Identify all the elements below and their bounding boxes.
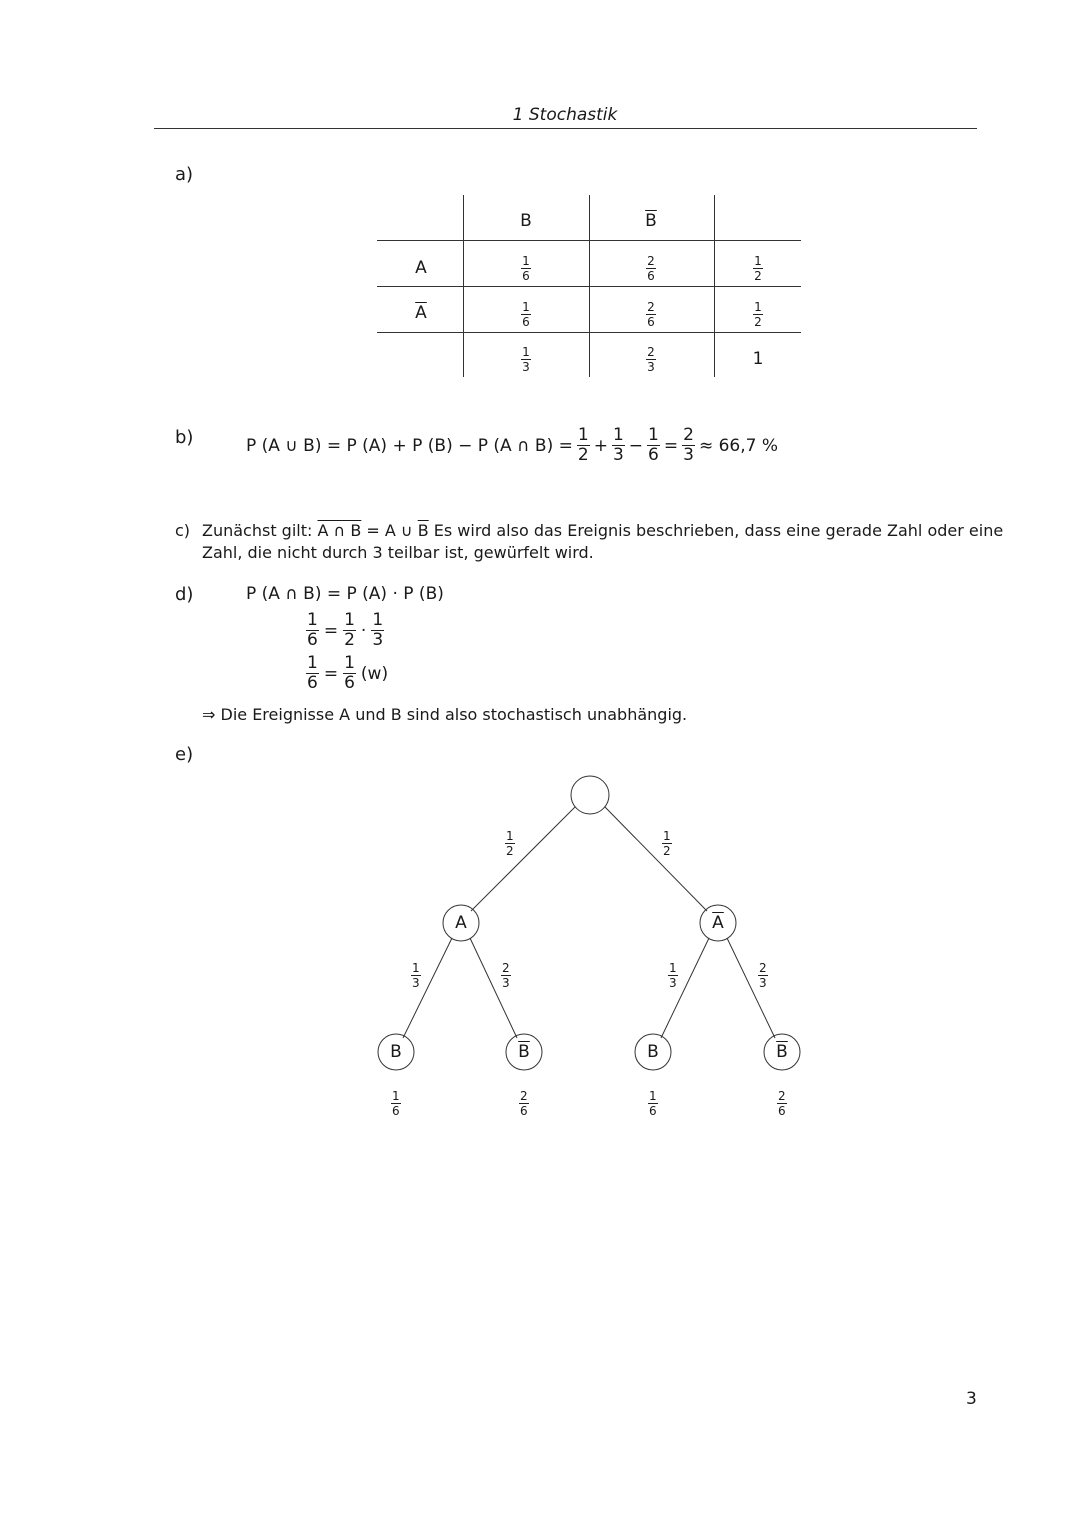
part-c-line2: Zahl, die nicht durch 3 teilbar ist, gewürfelt wird.: [202, 543, 594, 562]
prob-root-a: $\frac{1}{2}$: [506, 829, 514, 858]
label-c: c): [175, 521, 191, 540]
frac-sixth: $\frac{1}{6}$: [648, 425, 659, 465]
branch-root-abar: [605, 807, 707, 911]
independence-formula: P (A ∩ B) = P (A) · P (B): [246, 584, 444, 604]
label-e: e): [175, 744, 194, 765]
cell-total-b: $\frac{1}{3}$: [522, 345, 530, 374]
part-c-text1: Es wird also das Ereignis beschrieben, dass eine gerade Zahl oder eine: [428, 521, 1004, 540]
cell-total-total: 1: [752, 349, 764, 369]
equals-sign: =: [663, 435, 679, 456]
cell-abar-total: $\frac{1}{2}$: [754, 300, 762, 329]
node-abar-bbar-label: $\overline{B}$: [776, 1042, 788, 1062]
node-abar-b-label: B: [647, 1042, 659, 1062]
cell-total-bbar: $\frac{2}{3}$: [647, 345, 655, 374]
result-abar-b: $\frac{1}{6}$: [649, 1089, 657, 1118]
table-row-abar: $\overline{A}$: [415, 303, 427, 323]
cell-a-total: $\frac{1}{2}$: [754, 254, 762, 283]
branch-abar-bbar: [727, 938, 775, 1038]
union-formula-text: P (A ∪ B) = P (A) + P (B) − P (A ∩ B) =: [246, 435, 573, 456]
label-d: d): [175, 584, 194, 605]
complement-bbar: $\overline{B}$: [417, 521, 429, 540]
table-row-a: A: [415, 258, 427, 278]
independence-line1: $\frac{1}{6}$ = $\frac{1}{2}$ · $\frac{1}{3}$: [307, 610, 384, 650]
prob-abar-b: $\frac{1}{3}$: [669, 961, 677, 990]
complement-eq: = A ∪: [361, 521, 418, 540]
root-node: [571, 776, 609, 814]
frac-third: $\frac{1}{3}$: [612, 425, 624, 465]
part-c-lead: Zunächst gilt:: [202, 521, 313, 540]
plus-sign: +: [593, 435, 608, 456]
independence-conclusion: ⇒ Die Ereignisse A und B sind also stochastisch unabhängig.: [202, 705, 688, 724]
approx-result: ≈ 66,7 %: [698, 435, 778, 456]
cell-a-bbar: $\frac{2}{6}$: [647, 254, 655, 283]
prob-abar-bbar: $\frac{2}{3}$: [759, 961, 767, 990]
cell-abar-bbar: $\frac{2}{6}$: [647, 300, 655, 329]
page-header: 1 Stochastik: [512, 105, 618, 125]
cell-abar-b: $\frac{1}{6}$: [522, 300, 530, 329]
result-a-b: $\frac{1}{6}$: [392, 1089, 400, 1118]
prob-a-bbar: $\frac{2}{3}$: [502, 961, 510, 990]
node-a-b-label: B: [390, 1042, 402, 1062]
table-header-b: B: [520, 211, 532, 231]
node-a-label: A: [455, 913, 467, 933]
result-a-bbar: $\frac{2}{6}$: [520, 1089, 528, 1118]
page-number: 3: [966, 1389, 977, 1409]
independence-line2: $\frac{1}{6}$ = $\frac{1}{6}$ (w): [307, 653, 389, 693]
branch-root-a: [471, 807, 575, 911]
table-header-bbar: $\overline{B}$: [645, 211, 657, 231]
frac-two-thirds: $\frac{2}{3}$: [683, 425, 694, 465]
node-a-bbar-label: $\overline{B}$: [518, 1042, 530, 1062]
label-b: b): [175, 427, 194, 448]
result-abar-bbar: $\frac{2}{6}$: [778, 1089, 786, 1118]
label-a: a): [175, 164, 194, 185]
prob-root-abar: $\frac{1}{2}$: [663, 829, 671, 858]
frac-half: $\frac{1}{2}$: [577, 425, 589, 465]
prob-a-b: $\frac{1}{3}$: [412, 961, 420, 990]
complement-expr: A ∩ B: [317, 521, 362, 540]
minus-sign: −: [628, 435, 644, 456]
cell-a-b: $\frac{1}{6}$: [522, 254, 530, 283]
node-abar-label: $\overline{A}$: [712, 913, 724, 933]
